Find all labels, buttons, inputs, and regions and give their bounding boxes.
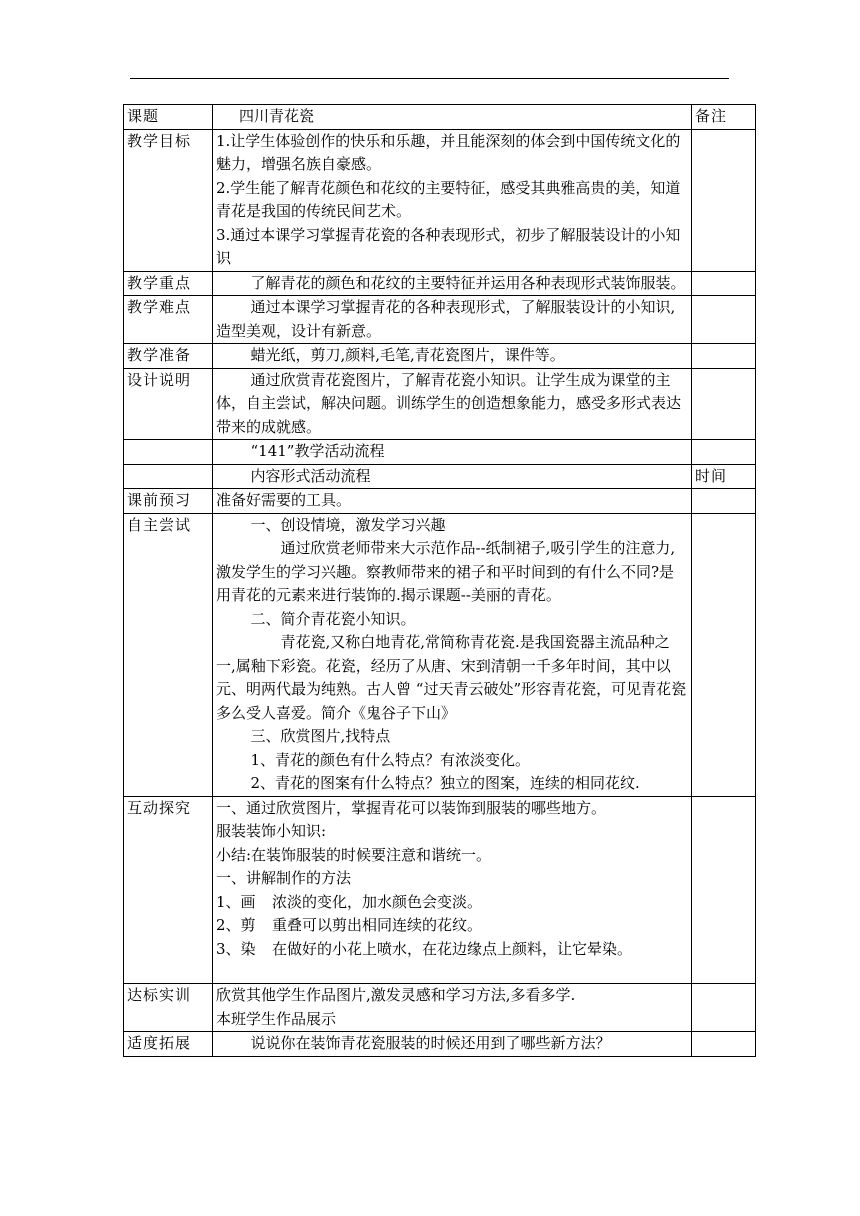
paragraph: 服装装饰小知识: [216,822,327,840]
row-label: 教学难点 [124,296,213,344]
table-row [124,271,756,296]
row-note [692,796,756,984]
row-note [692,271,756,296]
row-content [213,271,692,296]
objective-3: 3.通过本课学习掌握青花瓷的各种表现形式，初步了解服装设计的小知识 [216,225,681,267]
table-row [124,440,756,465]
step-text: 重叠可以剪出相同连续的花纹。 [272,916,483,934]
row-label: 教学重点 [124,271,213,296]
row-note [692,129,756,271]
row-content [213,489,692,514]
preparation-text: 蜡光纸，剪刀,颜料,毛笔,青花瓷图片，课件等。 [250,346,565,364]
row-label: 自主尝试 [124,513,213,796]
page-header-rule [130,78,729,79]
section-heading: 三、欣赏图片,找特点 [250,727,391,745]
row-content [213,796,692,984]
table-row [124,368,756,440]
row-content [213,513,692,796]
table-row [124,796,756,984]
lesson-plan-table [123,104,756,1057]
content-flow-header: 内容形式活动流程 [250,466,371,485]
extension-text: 说说你在装饰青花瓷服装的时候还用到了哪些新方法？ [250,1034,611,1052]
row-content [213,984,692,1032]
list-item [216,891,688,915]
row-content [213,296,692,344]
list-item: 2、青花的图案有什么特点？独立的图案，连续的相同花纹. [250,774,640,792]
table-row [124,105,756,130]
paragraph: 欣赏其他学生作品图片,激发灵感和学习方法,多看多学. [216,986,576,1004]
objective-2: 2.学生能了解青花颜色和花纹的主要特征，感受其典雅高贵的美，知道青花是我国的传统民间艺术。 [216,178,681,220]
key-point-text: 了解青花的颜色和花纹的主要特征并运用各种表现形式装饰服装。 [250,273,686,292]
step-label: 3、染 [216,939,256,958]
section-heading: 一、创设情境，激发学习兴趣 [250,515,446,534]
table-row [124,513,756,796]
table-row [124,129,756,271]
row-label: 设计说明 [124,368,213,440]
table-row [124,344,756,369]
difficulty-text: 通过本课学习掌握青花的各种表现形式，了解服装设计的小知识,造型美观，设计有新意。 [216,298,676,340]
row-note [692,344,756,369]
paragraph: 一、通过欣赏图片，掌握青花可以装饰到服装的哪些地方。 [216,798,607,817]
row-label: 教学准备 [124,344,213,369]
row-content [213,129,692,271]
row-note [692,1032,756,1057]
section-heading: 一、讲解制作的方法 [216,869,352,887]
time-header: 时间 [692,464,756,489]
row-label: 课题 [124,105,213,130]
table-row [124,489,756,514]
remarks-header: 备注 [692,105,756,130]
row-content [213,440,692,465]
row-note [692,296,756,344]
row-note [692,489,756,514]
paragraph: 小结:在装饰服装的时候要注意和谐统一。 [216,845,492,864]
objective-1: 1.让学生体验创作的快乐和乐趣，并且能深刻的体会到中国传统文化的魅力，增强名族自豪感。 [216,131,681,173]
paragraph: 通过欣赏老师带来大示范作品--纸制裙子,吸引学生的注意力,激发学生的学习兴趣。察教师带来的裙子和平时间到的有什么不同?是用青花的元素来进行装饰的.揭示课题--美丽的青花。 [216,539,676,604]
row-content [213,344,692,369]
row-label [124,440,213,465]
row-label: 教学目标 [124,129,213,271]
row-note [692,984,756,1032]
row-content [213,1032,692,1057]
step-text: 浓淡的变化，加水颜色会变淡。 [272,892,483,911]
section-heading: 二、简介青花瓷小知识。 [250,609,416,628]
lesson-title: 四川青花瓷 [213,105,692,130]
table-row [124,984,756,1032]
design-notes-text: 通过欣赏青花瓷图片，了解青花瓷小知识。让学生成为课堂的主体，自主尝试，解决问题。训练学生的创造想象能力，感受多形式表达带来的成就感。 [216,370,682,436]
row-label: 课前预习 [124,489,213,514]
paragraph: 青花瓷,又称白地青花,常简称青花瓷.是我国瓷器主流品种之一,属釉下彩瓷。花瓷，经历了从唐、宋到清朝一千多年时间，其中以元、明两代最为纯熟。古人曾 “过天青云破处”形容青花瓷，可见青花瓷多么受人喜爱。简介《鬼谷子下山》 [216,633,687,722]
list-item [216,914,688,938]
preview-text: 准备好需要的工具。 [216,491,352,509]
row-note [692,368,756,440]
row-note [692,440,756,465]
list-item: 1、青花的颜色有什么特点？有浓淡变化。 [250,750,531,769]
row-label: 适度拓展 [124,1032,213,1057]
table-row [124,1032,756,1057]
row-label: 达标实训 [124,984,213,1032]
paragraph: 本班学生作品展示 [216,1009,337,1028]
row-content [213,368,692,440]
activity-flow-heading: “141”教学活动流程 [250,442,385,460]
row-label: 互动探究 [124,796,213,984]
list-item [216,938,688,962]
row-note [692,513,756,796]
table-row [124,464,756,489]
step-label: 2、剪 [216,916,256,934]
step-label: 1、画 [216,892,256,911]
step-text: 在做好的小花上喷水，在花边缘点上颜料，让它晕染。 [272,939,633,958]
row-content [213,464,692,489]
row-label [124,464,213,489]
table-row [124,296,756,344]
